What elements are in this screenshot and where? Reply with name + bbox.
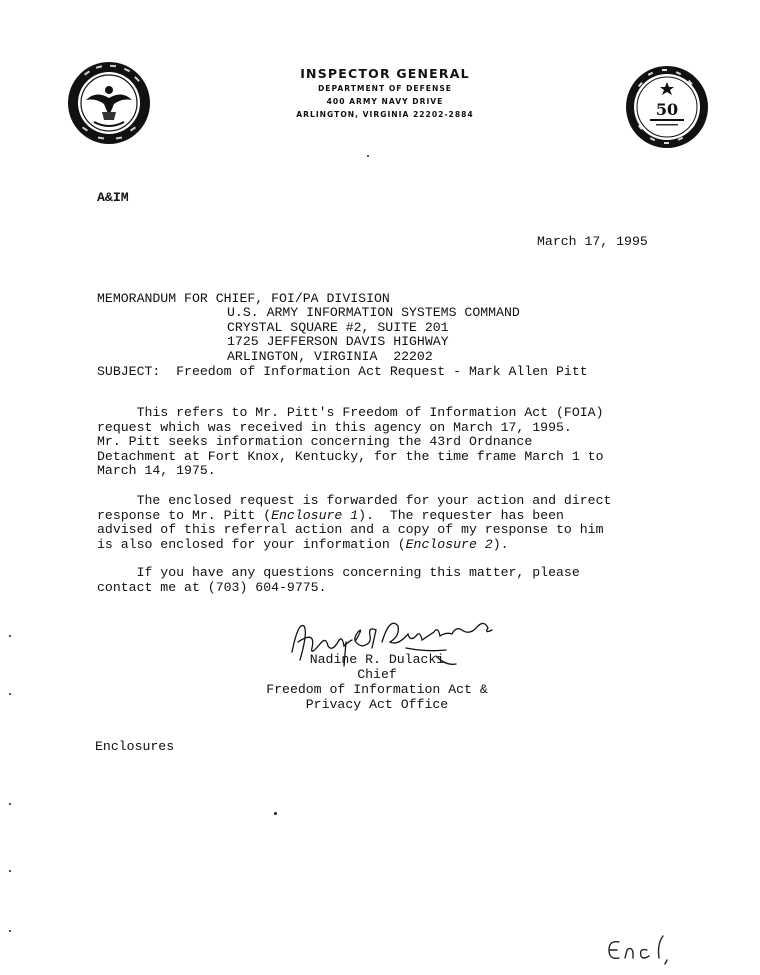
scan-speck <box>9 930 11 932</box>
signer-office-line-1: Freedom of Information Act & <box>266 682 488 697</box>
signature-block <box>254 652 500 712</box>
paragraph-fragment: response to Mr. Pitt ( <box>97 507 272 523</box>
memo-date: March 17, 1995 <box>537 234 648 249</box>
scan-speck <box>9 635 11 637</box>
office-symbol: A&IM <box>97 190 129 205</box>
paragraph-line: If you have any questions concerning this matter, please <box>97 565 580 580</box>
paragraph-2 <box>97 494 611 552</box>
paragraph-line: request which was received in this agency on March 17, 1995. <box>97 419 572 435</box>
signer-office-line-2: Privacy Act Office <box>305 697 449 712</box>
enclosures-label: Enclosures <box>95 739 175 754</box>
paragraph-line: Mr. Pitt seeks information concerning the 43rd Ordnance <box>97 434 533 450</box>
letterhead-city: ARLINGTON, VIRGINIA 22202-2884 <box>296 110 474 119</box>
paragraph-line <box>97 509 611 524</box>
dod-seal-icon <box>64 60 154 146</box>
paragraph-line: March 14, 1975. <box>97 463 216 479</box>
scan-speck <box>9 803 11 805</box>
paragraph-line: This refers to Mr. Pitt's Freedom of Information Act (FOIA) <box>97 405 604 420</box>
scan-speck <box>9 693 11 695</box>
memo-subject <box>97 364 588 379</box>
handwritten-encl-note-icon <box>605 930 685 966</box>
scan-speck <box>9 870 11 872</box>
letterhead-street: 400 ARMY NAVY DRIVE <box>326 97 444 106</box>
paragraph-line: The enclosed request is forwarded for your action and direct <box>97 493 612 508</box>
enclosure-2-ref: Enclosure 2 <box>405 536 493 552</box>
anniversary-seal-icon <box>624 64 710 150</box>
paragraph-line: Detachment at Fort Knox, Kentucky, for the time frame March 1 to <box>97 448 604 464</box>
subject-text: Freedom of Information Act Request - Mark Allen Pitt <box>176 364 588 379</box>
paragraph-line <box>97 538 611 553</box>
memo-for-line: MEMORANDUM FOR CHIEF, FOI/PA DIVISION <box>97 290 390 306</box>
signer-name: Nadine R. Dulacki <box>309 652 445 667</box>
address-line: ARLINGTON, VIRGINIA 22202 <box>227 348 433 364</box>
anniversary-seal-number: 50 <box>655 100 679 119</box>
letterhead-department: DEPARTMENT OF DEFENSE <box>317 84 452 93</box>
paragraph-fragment: ). <box>492 536 509 552</box>
enclosure-1-ref: Enclosure 1 <box>271 507 359 523</box>
paragraph-fragment: is also enclosed for your information ( <box>97 536 406 552</box>
paragraph-line: contact me at (703) 604-9775. <box>97 579 327 595</box>
scan-speck <box>367 155 369 157</box>
subject-label: SUBJECT: <box>97 364 161 379</box>
address-line: U.S. ARMY INFORMATION SYSTEMS COMMAND <box>227 305 520 320</box>
paragraph-fragment: ). The requester has been <box>358 507 564 523</box>
paragraph-1 <box>97 406 603 479</box>
address-line: CRYSTAL SQUARE #2, SUITE 201 <box>227 319 449 335</box>
address-line: 1725 JEFFERSON DAVIS HIGHWAY <box>227 334 449 349</box>
paragraph-line: advised of this referral action and a copy of my response to him <box>97 522 604 538</box>
letterhead <box>270 66 500 121</box>
signer-title: Chief <box>357 667 397 682</box>
scan-speck <box>274 812 277 815</box>
letterhead-title: INSPECTOR GENERAL <box>300 66 470 81</box>
paragraph-3 <box>97 566 580 595</box>
